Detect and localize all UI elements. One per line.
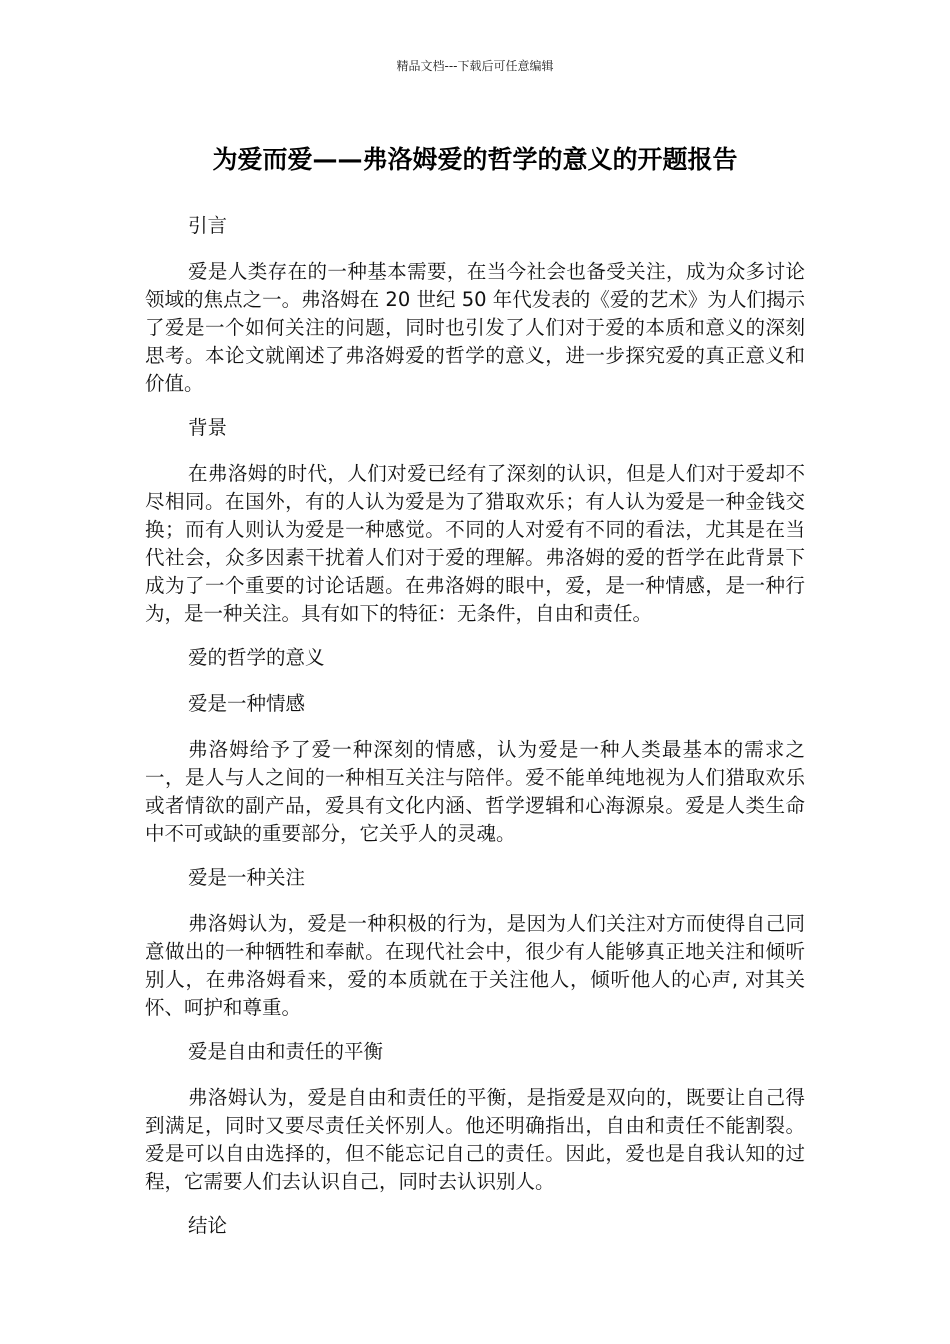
paragraph-intro: 爱是人类存在的一种基本需要，在当今社会也备受关注，成为众多讨论领域的焦点之一。弗洛姆在 20 世纪 50 年代发表的《爱的艺术》为人们揭示了爱是一个如何关注的问题，同时也引发了人们对于爱的本质和意义的深刻思考。本论文就阐述了弗洛姆爱的哲学的意义，进一步探究爱的真正意义和价值。 bbox=[145, 260, 805, 395]
document-title: 为爱而爱——弗洛姆爱的哲学的意义的开题报告 bbox=[212, 145, 738, 174]
paragraph-freedom-responsibility: 弗洛姆认为，爱是自由和责任的平衡，是指爱是双向的，既要让自己得到满足，同时又要尽责任关怀别人。他还明确指出，自由和责任不能割裂。爱是可以自由选择的，但不能忘记自己的责任。因此，爱也是自我认知的过程，它需要人们去认识自己，同时去认识别人。 bbox=[145, 1086, 805, 1193]
paragraph-emotion: 弗洛姆给予了爱一种深刻的情感，认为爱是一种人类最基本的需求之一，是人与人之间的一种相互关注与陪伴。爱不能单纯地视为人们猎取欢乐或者情欲的副产品，爱具有文化内涵、哲学逻辑和心海源泉。爱是人类生命中不可或缺的重要部分，它关乎人的灵魂。 bbox=[145, 738, 805, 845]
subheading-freedom-responsibility: 爱是自由和责任的平衡 bbox=[188, 1040, 384, 1063]
section-heading-meaning: 爱的哲学的意义 bbox=[188, 646, 325, 669]
paragraph-attention: 弗洛姆认为，爱是一种积极的行为，是因为人们关注对方而使得自己同意做出的一种牺牲和奉献。在现代社会中，很少有人能够真正地关注和倾听别人，在弗洛姆看来，爱的本质就在于关注他人，倾听他人的心声, 对其关怀、呵护和尊重。 bbox=[145, 912, 805, 1019]
subheading-emotion: 爱是一种情感 bbox=[188, 692, 306, 715]
subheading-attention: 爱是一种关注 bbox=[188, 866, 306, 889]
paragraph-background: 在弗洛姆的时代，人们对爱已经有了深刻的认识，但是人们对于爱却不尽相同。在国外，有的人认为爱是为了猎取欢乐；有人认为爱是一种金钱交换；而有人则认为爱是一种感觉。不同的人对爱有不同的看法，尤其是在当代社会，众多因素干扰着人们对于爱的理解。弗洛姆的爱的哲学在此背景下成为了一个重要的讨论话题。在弗洛姆的眼中，爱，是一种情感，是一种行为，是一种关注。具有如下的特征：无条件，自由和责任。 bbox=[145, 462, 805, 625]
page-header: 精品文档---下载后可任意编辑 bbox=[396, 59, 554, 73]
section-heading-background: 背景 bbox=[188, 416, 228, 439]
section-heading-conclusion: 结论 bbox=[188, 1214, 228, 1237]
document-body bbox=[145, 212, 805, 1258]
section-heading-intro: 引言 bbox=[188, 214, 228, 237]
